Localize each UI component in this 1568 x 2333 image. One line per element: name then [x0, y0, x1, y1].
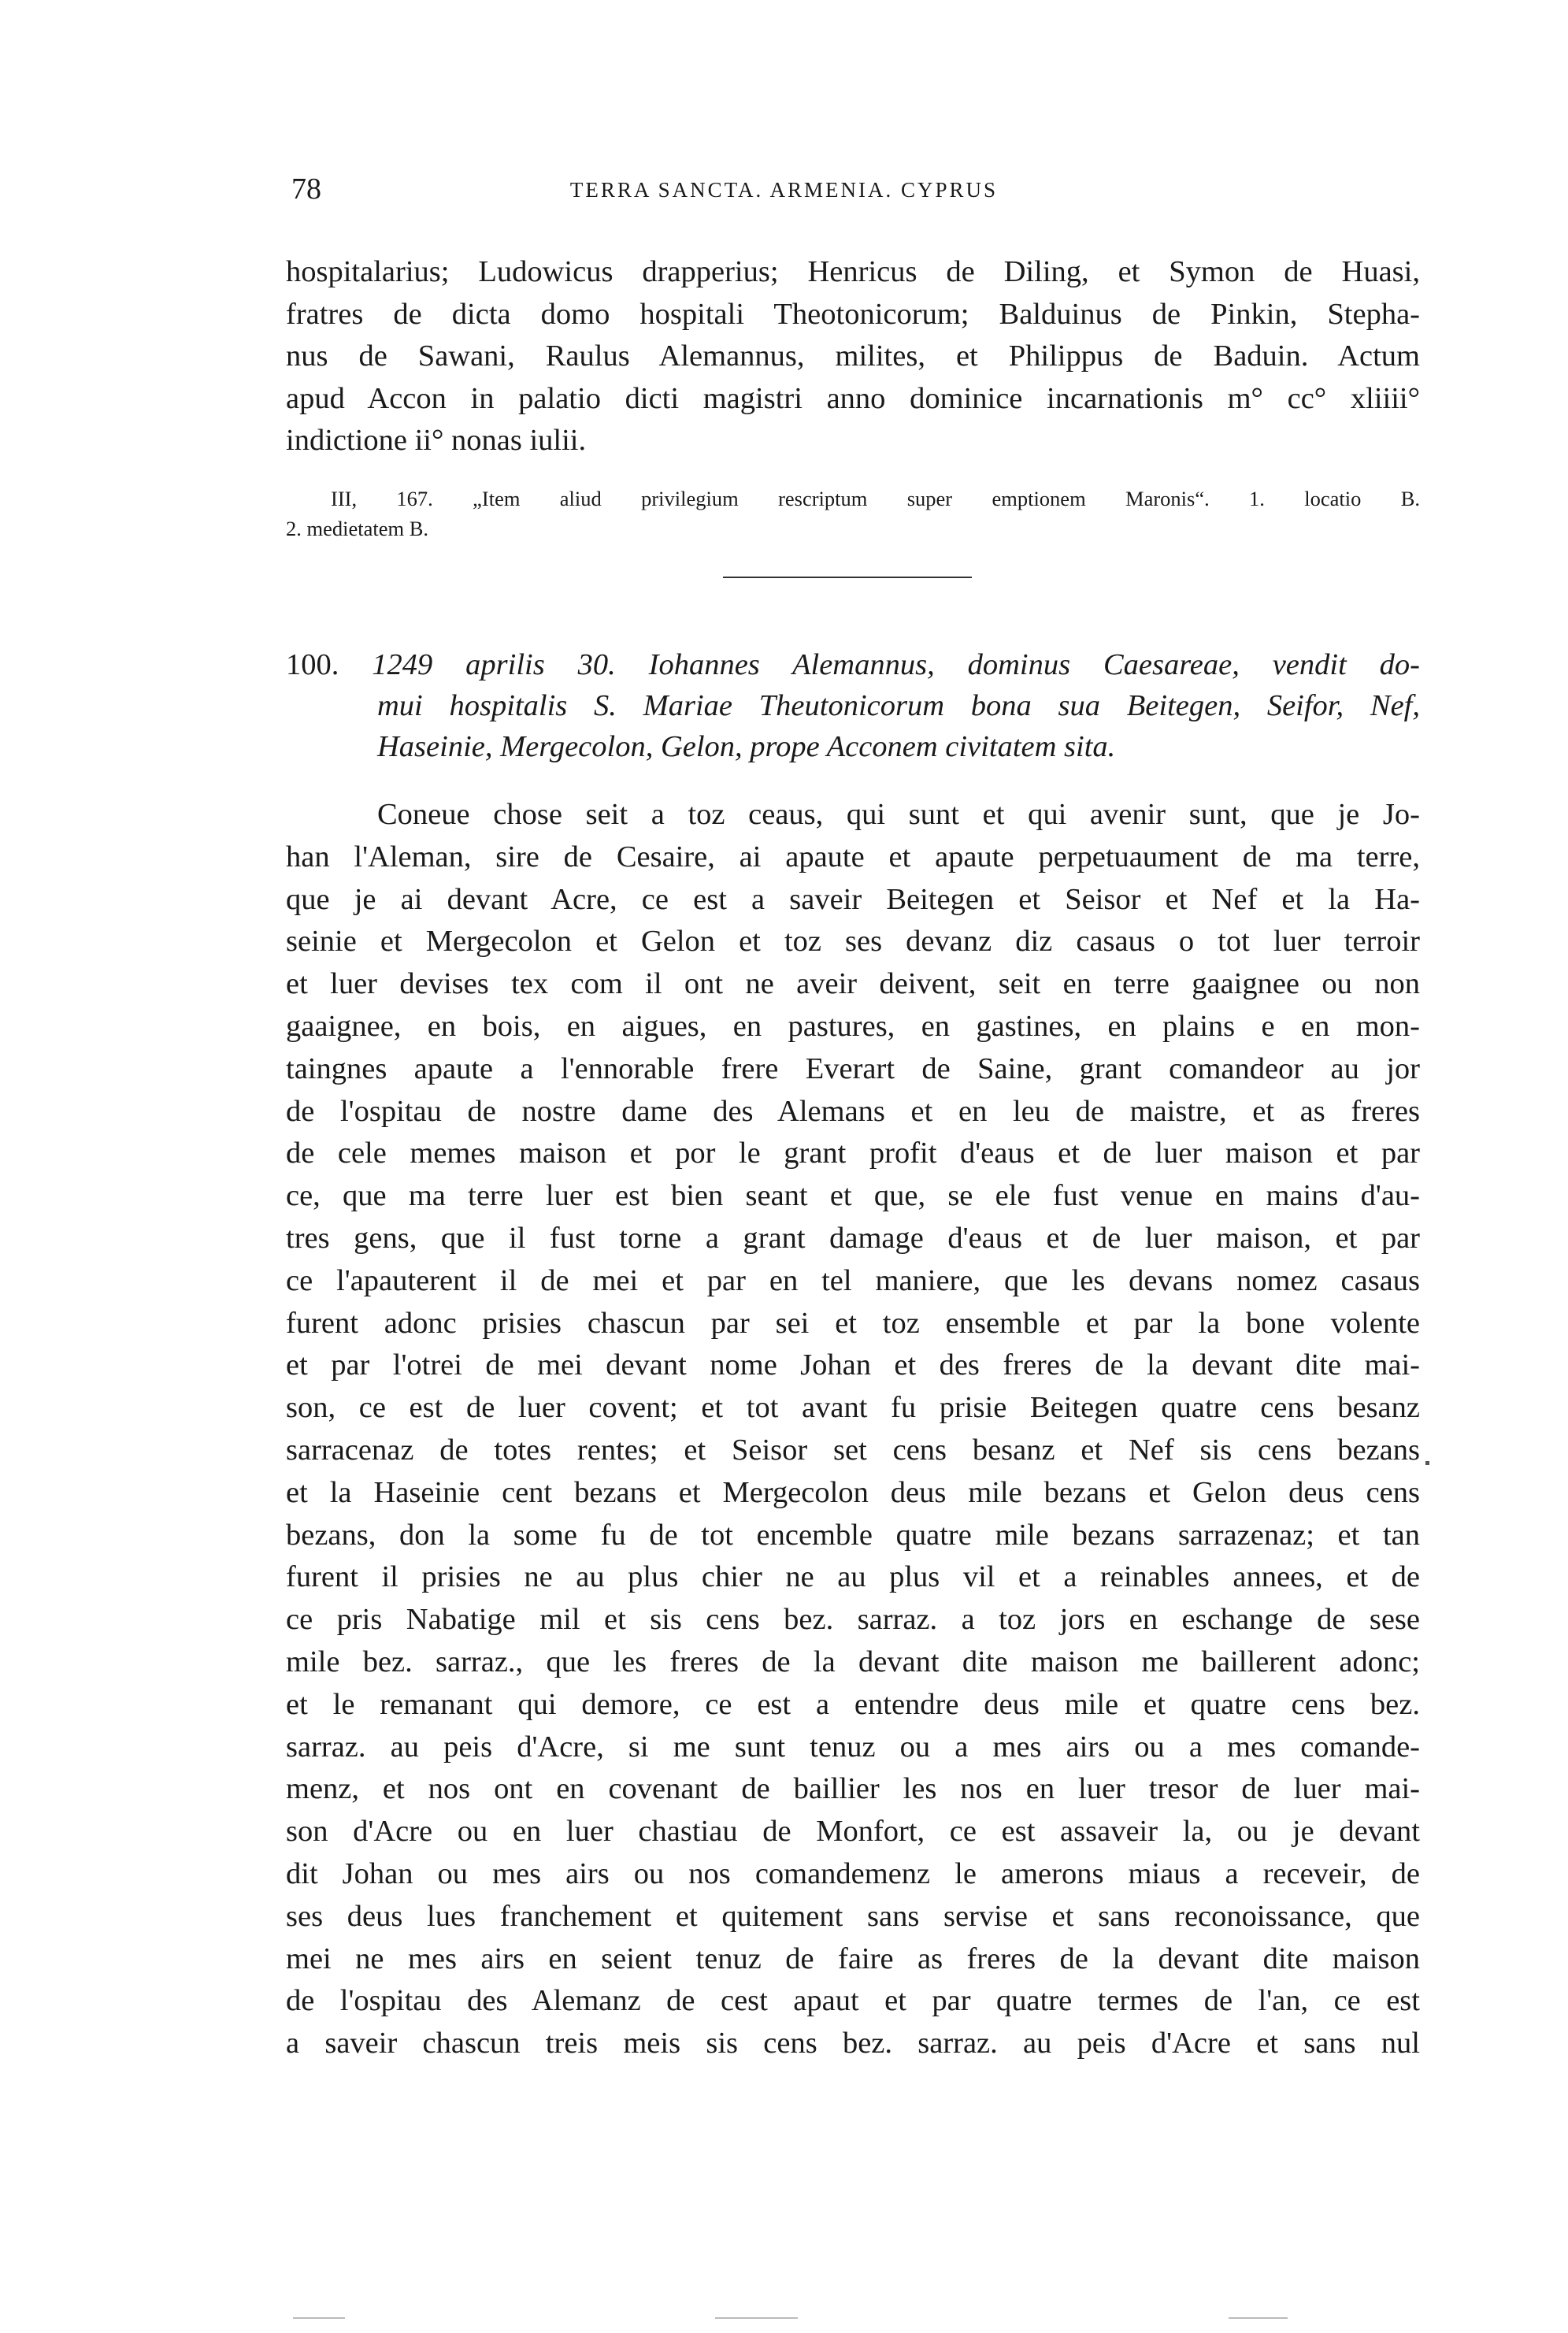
text-line: de l'ospitau de nostre dame des Alemans et en leu de maistre, et as freres	[286, 1094, 1420, 1128]
note-line: 2. medietatem B.	[286, 517, 429, 540]
text-line: sarracenaz de totes rentes; et Seisor set cens besanz et Nef sis cens bezans	[286, 1433, 1420, 1467]
text-line: seinie et Mergecolon et Gelon et toz ses devanz diz casaus o tot luer terroir	[286, 925, 1420, 959]
text-line: furent adonc prisies chascun par sei et toz ensemble et par la bone volente	[286, 1306, 1420, 1340]
text-line: et le remanant qui demore, ce est a entendre deus mile et quatre cens bez.	[286, 1687, 1420, 1721]
charter-text	[286, 794, 1420, 2065]
heading-line	[286, 644, 1420, 685]
text-line: fratres de dicta domo hospitali Theotonicorum; Balduinus de Pinkin, Stepha-	[286, 297, 1420, 331]
text-line: ce pris Nabatige mil et sis cens bez. sarraz. a toz jors en eschange de sese	[286, 1603, 1420, 1637]
text-line: que je ai devant Acre, ce est a saveir Beitegen et Seisor et Nef et la Ha-	[286, 882, 1420, 916]
document-heading	[286, 644, 1420, 767]
note-line: III, 167. „Item aliud privilegium rescriptum super emptionem Maronis“. 1. locatio B.	[331, 487, 1420, 510]
text-line: furent il prisies ne au plus chier ne au plus vil et a reinables annees, et de	[286, 1560, 1420, 1594]
text-line: sarraz. au peis d'Acre, si me sunt tenuz ou a mes airs ou a mes comande-	[286, 1730, 1420, 1764]
section-divider	[723, 577, 972, 578]
text-line: ses deus lues franchement et quitement sans servise et sans reconoissance, que	[286, 1899, 1420, 1933]
heading-text: 1249 aprilis 30. Iohannes Alemannus, dominus Caesareae, vendit do-	[372, 648, 1421, 681]
text-line: tres gens, que il fust torne a grant damage d'eaus et de luer maison, et par	[286, 1221, 1420, 1255]
text-line: bezans, don la some fu de tot encemble quatre mile bezans sarrazenaz; et tan	[286, 1518, 1420, 1552]
text-line: nus de Sawani, Raulus Alemannus, milites, et Philippus de Baduin. Actum	[286, 339, 1420, 373]
document-number: 100.	[286, 648, 339, 681]
continuation-paragraph	[286, 251, 1420, 462]
text-line: et luer devises tex com il ont ne aveir deivent, seit en terre gaaignee ou non	[286, 967, 1420, 1001]
text-line: et la Haseinie cent bezans et Mergecolon deus mile bezans et Gelon deus cens	[286, 1475, 1420, 1509]
text-line: Coneue chose seit a toz ceaus, qui sunt et qui avenir sunt, que je Jo-	[377, 798, 1420, 831]
running-header	[0, 172, 1568, 219]
text-line: son, ce est de luer covent; et tot avant fu prisie Beitegen quatre cens besanz	[286, 1391, 1420, 1425]
apparatus-notes	[286, 484, 1420, 543]
page-number: 78	[291, 172, 321, 206]
margin-mark	[1425, 1461, 1429, 1465]
text-line: a saveir chascun treis meis sis cens bez. sarraz. au peis d'Acre et sans nul	[286, 2027, 1420, 2060]
text-line: ce l'apauterent il de mei et par en tel maniere, que les devans nomez casaus	[286, 1263, 1420, 1297]
text-line: hospitalarius; Ludowicus drapperius; Henricus de Diling, et Symon de Huasi,	[286, 255, 1420, 288]
bottom-edge-mark	[715, 2317, 798, 2319]
text-line: dit Johan ou mes airs ou nos comandemenz le amerons miaus a receveir, de	[286, 1856, 1420, 1890]
heading-line: mui hospitalis S. Mariae Theutonicorum bona sua Beitegen, Seifor, Nef,	[377, 689, 1420, 722]
heading-line: Haseinie, Mergecolon, Gelon, prope Acconem civitatem sita.	[377, 730, 1116, 763]
bottom-edge-mark	[1229, 2317, 1288, 2319]
running-title: TERRA SANCTA. ARMENIA. CYPRUS	[569, 178, 999, 202]
text-line: ce, que ma terre luer est bien seant et que, se ele fust venue en mains d'au-	[286, 1179, 1420, 1213]
text-line: gaaignee, en bois, en aigues, en pastures, en gastines, en plains e en mon-	[286, 1009, 1420, 1043]
text-line: et par l'otrei de mei devant nome Johan et des freres de la devant dite mai-	[286, 1348, 1420, 1382]
text-line: de l'ospitau des Alemanz de cest apaut et par quatre termes de l'an, ce est	[286, 1984, 1420, 2018]
text-line: taingnes apaute a l'ennorable frere Everart de Saine, grant comandeor au jor	[286, 1052, 1420, 1085]
text-line: menz, et nos ont en covenant de baillier les nos en luer tresor de luer mai-	[286, 1772, 1420, 1806]
text-line: de cele memes maison et por le grant profit d'eaus et de luer maison et par	[286, 1137, 1420, 1170]
text-line: indictione ii° nonas iulii.	[286, 424, 587, 457]
text-line: mei ne mes airs en seient tenuz de faire as freres de la devant dite maison	[286, 1942, 1420, 1975]
text-line: son d'Acre ou en luer chastiau de Monfort, ce est assaveir la, ou je devant	[286, 1815, 1420, 1849]
bottom-edge-mark	[293, 2317, 345, 2319]
text-line: apud Accon in palatio dicti magistri anno dominice incarnationis m° cc° xliiii°	[286, 381, 1420, 415]
text-line: han l'Aleman, sire de Cesaire, ai apaute et apaute perpetuaument de ma terre,	[286, 840, 1420, 873]
text-line: mile bez. sarraz., que les freres de la devant dite maison me baillerent adonc;	[286, 1645, 1420, 1678]
